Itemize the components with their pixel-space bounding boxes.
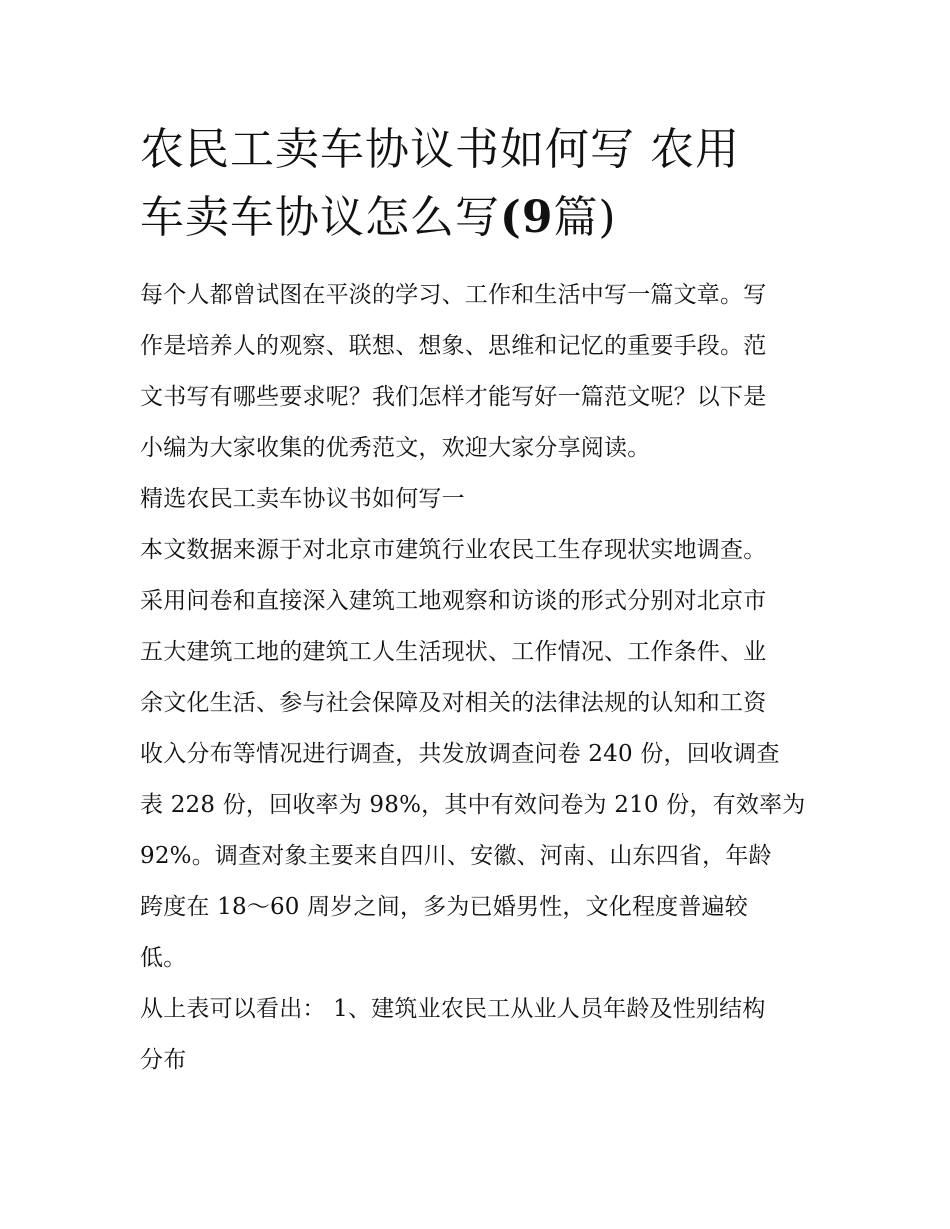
- title-line-1: 农民工卖车协议书如何写 农用: [140, 124, 740, 175]
- document-content: [140, 116, 820, 1086]
- body-line: 每个人都曾试图在平淡的学习、工作和生活中写一篇文章。写: [140, 282, 767, 308]
- body-line: 跨度在 18～60 周岁之间，多为已婚男性，文化程度普遍较: [140, 894, 748, 920]
- title-line-2-text: 车卖车协议怎么写: [140, 192, 500, 243]
- document-body: [140, 270, 820, 1086]
- section-heading: 精选农民工卖车协议书如何写一: [140, 486, 465, 512]
- body-line: 作是培养人的观察、联想、想象、思维和记忆的重要手段。范: [140, 333, 767, 359]
- body-line: 表 228 份，回收率为 98%，其中有效问卷为 210 份，有效率为: [140, 792, 806, 818]
- body-line: 文书写有哪些要求呢？我们怎样才能写好一篇范文呢？以下是: [140, 384, 767, 410]
- body-line: 收入分布等情况进行调查，共发放调查问卷 240 份，回收调查: [140, 741, 780, 767]
- title-line-2-number: (9: [500, 192, 554, 243]
- body-line: 从上表可以看出： 1、建筑业农民工从业人员年龄及性别结构: [140, 996, 766, 1022]
- title-line-2-suffix: 篇): [553, 192, 617, 243]
- body-line: 低。: [140, 945, 187, 971]
- body-line: 五大建筑工地的建筑工人生活现状、工作情况、工作条件、业: [140, 639, 767, 665]
- body-line: 余文化生活、参与社会保障及对相关的法律法规的认知和工资: [140, 690, 767, 716]
- body-line: 采用问卷和直接深入建筑工地观察和访谈的形式分别对北京市: [140, 588, 767, 614]
- body-line: 小编为大家收集的优秀范文，欢迎大家分享阅读。: [140, 435, 651, 461]
- body-line: 92%。调查对象主要来自四川、安徽、河南、山东四省，年龄: [140, 843, 772, 869]
- document-title: [140, 116, 820, 252]
- body-line: 本文数据来源于对北京市建筑行业农民工生存现状实地调查。: [140, 537, 767, 563]
- title-line-2: [140, 184, 820, 252]
- body-line: 分布: [140, 1047, 187, 1073]
